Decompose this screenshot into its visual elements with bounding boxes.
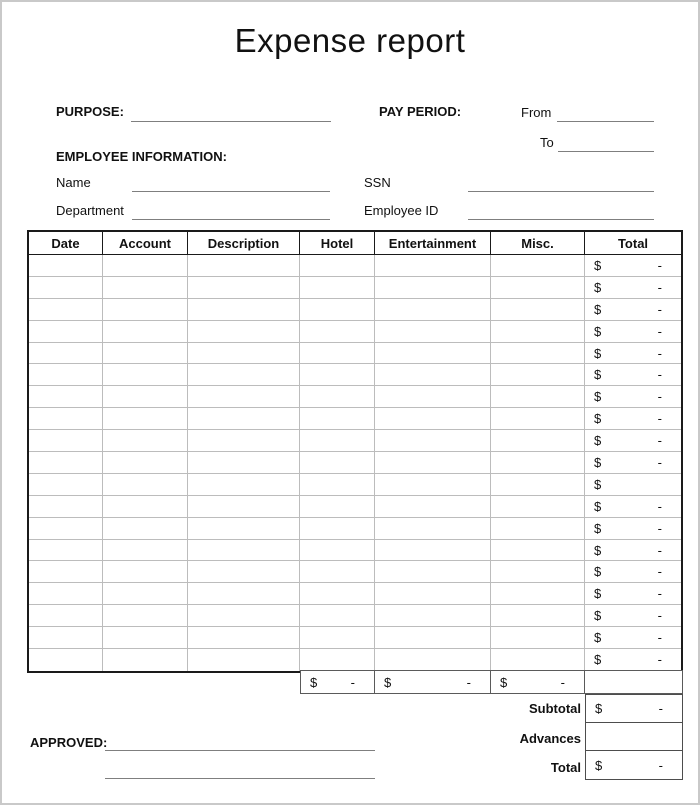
currency-symbol: $ xyxy=(594,520,602,536)
subtotal-cell xyxy=(586,695,682,723)
cell-account[interactable] xyxy=(103,386,188,408)
hotel-total-cell xyxy=(300,670,375,694)
column-header-misc: Misc. xyxy=(491,232,585,255)
table-row xyxy=(29,255,681,277)
department-label: Department xyxy=(56,203,124,218)
cell-total[interactable] xyxy=(585,605,681,627)
cell-entertainment[interactable] xyxy=(375,540,491,562)
expense-table xyxy=(27,230,683,673)
row-total-value: - xyxy=(657,279,662,295)
cell-entertainment[interactable] xyxy=(375,452,491,474)
table-row xyxy=(29,430,681,452)
cell-account[interactable] xyxy=(103,277,188,299)
department-field[interactable] xyxy=(132,203,330,220)
currency-symbol: $ xyxy=(595,757,603,773)
name-field[interactable] xyxy=(132,175,330,192)
row-total-value: - xyxy=(657,454,662,470)
cell-misc[interactable] xyxy=(491,277,585,299)
cell-description[interactable] xyxy=(188,255,300,277)
cell-date[interactable] xyxy=(29,518,103,540)
cell-account[interactable] xyxy=(103,627,188,649)
cell-total[interactable] xyxy=(585,408,681,430)
cell-entertainment[interactable] xyxy=(375,430,491,452)
row-total-value: - xyxy=(657,630,662,646)
cell-account[interactable] xyxy=(103,518,188,540)
cell-misc[interactable] xyxy=(491,386,585,408)
currency-symbol: $ xyxy=(594,389,602,405)
cell-account[interactable] xyxy=(103,474,188,496)
currency-symbol: $ xyxy=(594,367,602,383)
grand-total-cell xyxy=(586,751,682,779)
cell-date[interactable] xyxy=(29,299,103,321)
cell-date[interactable] xyxy=(29,386,103,408)
cell-hotel[interactable] xyxy=(300,474,375,496)
cell-hotel[interactable] xyxy=(300,605,375,627)
cell-misc[interactable] xyxy=(491,452,585,474)
currency-symbol: $ xyxy=(594,454,602,470)
cell-account[interactable] xyxy=(103,430,188,452)
employee-information-label: EMPLOYEE INFORMATION: xyxy=(56,149,227,164)
cell-hotel[interactable] xyxy=(300,561,375,583)
cell-description[interactable] xyxy=(188,627,300,649)
cell-description[interactable] xyxy=(188,474,300,496)
table-row xyxy=(29,299,681,321)
cell-misc[interactable] xyxy=(491,649,585,671)
cell-entertainment[interactable] xyxy=(375,583,491,605)
cell-date[interactable] xyxy=(29,408,103,430)
currency-symbol: $ xyxy=(594,476,602,492)
currency-symbol: $ xyxy=(594,586,602,602)
cell-total[interactable] xyxy=(585,518,681,540)
row-total-value: - xyxy=(657,564,662,580)
currency-symbol: $ xyxy=(594,630,602,646)
advances-label: Advances xyxy=(519,731,581,746)
column-header-description: Description xyxy=(188,232,300,255)
cell-account[interactable] xyxy=(103,561,188,583)
cell-description[interactable] xyxy=(188,364,300,386)
cell-hotel[interactable] xyxy=(300,364,375,386)
cell-account[interactable] xyxy=(103,408,188,430)
currency-symbol: $ xyxy=(594,652,602,668)
cell-date[interactable] xyxy=(29,321,103,343)
grand-total-value: - xyxy=(658,757,663,773)
cell-total[interactable] xyxy=(585,627,681,649)
cell-misc[interactable] xyxy=(491,321,585,343)
cell-hotel[interactable] xyxy=(300,496,375,518)
cell-misc[interactable] xyxy=(491,540,585,562)
approved-signature-line-2[interactable] xyxy=(105,762,375,779)
cell-description[interactable] xyxy=(188,649,300,671)
cell-entertainment[interactable] xyxy=(375,649,491,671)
cell-total[interactable] xyxy=(585,649,681,671)
row-total-value: - xyxy=(657,586,662,602)
cell-description[interactable] xyxy=(188,321,300,343)
subtotal-label: Subtotal xyxy=(529,701,581,716)
cell-misc[interactable] xyxy=(491,364,585,386)
summary-box xyxy=(585,694,683,780)
cell-entertainment[interactable] xyxy=(375,364,491,386)
cell-total[interactable] xyxy=(585,430,681,452)
ssn-field[interactable] xyxy=(468,175,654,192)
cell-total[interactable] xyxy=(585,452,681,474)
purpose-field[interactable] xyxy=(131,105,331,122)
cell-account[interactable] xyxy=(103,321,188,343)
row-total-value: - xyxy=(657,411,662,427)
cell-account[interactable] xyxy=(103,343,188,365)
entertainment-total-cell xyxy=(375,670,491,694)
cell-total[interactable] xyxy=(585,540,681,562)
cell-entertainment[interactable] xyxy=(375,255,491,277)
table-row xyxy=(29,321,681,343)
cell-total[interactable] xyxy=(585,364,681,386)
cell-account[interactable] xyxy=(103,452,188,474)
cell-entertainment[interactable] xyxy=(375,386,491,408)
cell-misc[interactable] xyxy=(491,474,585,496)
cell-entertainment[interactable] xyxy=(375,343,491,365)
totals-row-empty-cell xyxy=(585,670,683,694)
cell-date[interactable] xyxy=(29,452,103,474)
cell-misc[interactable] xyxy=(491,430,585,452)
total-label: Total xyxy=(550,760,581,775)
table-row xyxy=(29,583,681,605)
cell-entertainment[interactable] xyxy=(375,408,491,430)
column-header-date: Date xyxy=(29,232,103,255)
row-total-value: - xyxy=(657,345,662,361)
cell-account[interactable] xyxy=(103,583,188,605)
cell-account[interactable] xyxy=(103,364,188,386)
table-row xyxy=(29,277,681,299)
cell-entertainment[interactable] xyxy=(375,321,491,343)
employee-id-field[interactable] xyxy=(468,203,654,220)
table-row xyxy=(29,386,681,408)
cell-description[interactable] xyxy=(188,561,300,583)
cell-entertainment[interactable] xyxy=(375,299,491,321)
from-label: From xyxy=(521,105,552,120)
cell-total[interactable] xyxy=(585,343,681,365)
table-row xyxy=(29,408,681,430)
cell-hotel[interactable] xyxy=(300,255,375,277)
currency-symbol: $ xyxy=(594,279,602,295)
cell-description[interactable] xyxy=(188,299,300,321)
cell-total[interactable] xyxy=(585,561,681,583)
currency-symbol: $ xyxy=(310,674,318,690)
row-total-value: - xyxy=(657,520,662,536)
cell-date[interactable] xyxy=(29,605,103,627)
currency-symbol: $ xyxy=(384,674,392,690)
cell-description[interactable] xyxy=(188,583,300,605)
misc-total-value: - xyxy=(560,674,565,690)
cell-total[interactable] xyxy=(585,277,681,299)
currency-symbol: $ xyxy=(500,674,508,690)
cell-hotel[interactable] xyxy=(300,343,375,365)
cell-description[interactable] xyxy=(188,343,300,365)
cell-total[interactable] xyxy=(585,474,681,496)
row-total-value: - xyxy=(657,652,662,668)
cell-entertainment[interactable] xyxy=(375,605,491,627)
cell-total[interactable] xyxy=(585,255,681,277)
to-field[interactable] xyxy=(558,135,654,152)
currency-symbol: $ xyxy=(594,257,602,273)
cell-hotel[interactable] xyxy=(300,627,375,649)
column-header-total: Total xyxy=(585,232,681,255)
cell-description[interactable] xyxy=(188,452,300,474)
row-total-value: - xyxy=(657,389,662,405)
column-header-entertainment: Entertainment xyxy=(375,232,491,255)
to-label: To xyxy=(540,135,554,150)
cell-description[interactable] xyxy=(188,386,300,408)
cell-hotel[interactable] xyxy=(300,386,375,408)
cell-misc[interactable] xyxy=(491,255,585,277)
currency-symbol: $ xyxy=(594,345,602,361)
cell-date[interactable] xyxy=(29,277,103,299)
cell-total[interactable] xyxy=(585,321,681,343)
cell-total[interactable] xyxy=(585,496,681,518)
cell-date[interactable] xyxy=(29,649,103,671)
cell-description[interactable] xyxy=(188,540,300,562)
table-row xyxy=(29,605,681,627)
cell-entertainment[interactable] xyxy=(375,561,491,583)
cell-date[interactable] xyxy=(29,583,103,605)
cell-hotel[interactable] xyxy=(300,452,375,474)
advances-cell[interactable] xyxy=(586,723,682,751)
cell-hotel[interactable] xyxy=(300,299,375,321)
row-total-value: - xyxy=(657,323,662,339)
cell-account[interactable] xyxy=(103,540,188,562)
table-row xyxy=(29,518,681,540)
currency-symbol: $ xyxy=(595,701,603,716)
table-row xyxy=(29,561,681,583)
cell-date[interactable] xyxy=(29,255,103,277)
cell-entertainment[interactable] xyxy=(375,496,491,518)
column-header-account: Account xyxy=(103,232,188,255)
from-field[interactable] xyxy=(557,105,654,122)
currency-symbol: $ xyxy=(594,433,602,449)
approved-signature-line[interactable] xyxy=(105,734,375,751)
currency-symbol: $ xyxy=(594,542,602,558)
cell-misc[interactable] xyxy=(491,408,585,430)
row-total-value: - xyxy=(657,542,662,558)
cell-entertainment[interactable] xyxy=(375,474,491,496)
column-totals-row xyxy=(300,670,683,694)
pay-period-label: PAY PERIOD: xyxy=(379,104,462,119)
cell-date[interactable] xyxy=(29,496,103,518)
row-total-value: - xyxy=(657,608,662,624)
cell-date[interactable] xyxy=(29,343,103,365)
cell-hotel[interactable] xyxy=(300,518,375,540)
cell-date[interactable] xyxy=(29,627,103,649)
cell-misc[interactable] xyxy=(491,343,585,365)
hotel-total-value: - xyxy=(350,674,355,690)
cell-hotel[interactable] xyxy=(300,583,375,605)
expense-table-body xyxy=(29,255,681,671)
table-row xyxy=(29,627,681,649)
cell-account[interactable] xyxy=(103,255,188,277)
cell-hotel[interactable] xyxy=(300,408,375,430)
cell-total[interactable] xyxy=(585,386,681,408)
currency-symbol: $ xyxy=(594,564,602,580)
cell-hotel[interactable] xyxy=(300,540,375,562)
cell-total[interactable] xyxy=(585,299,681,321)
cell-misc[interactable] xyxy=(491,496,585,518)
purpose-label: PURPOSE: xyxy=(56,104,124,119)
table-row xyxy=(29,452,681,474)
cell-misc[interactable] xyxy=(491,605,585,627)
row-total-value: - xyxy=(657,257,662,273)
cell-description[interactable] xyxy=(188,605,300,627)
cell-description[interactable] xyxy=(188,408,300,430)
currency-symbol: $ xyxy=(594,411,602,427)
cell-misc[interactable] xyxy=(491,561,585,583)
misc-total-cell xyxy=(491,670,585,694)
cell-date[interactable] xyxy=(29,430,103,452)
expense-table-header xyxy=(29,232,681,255)
cell-hotel[interactable] xyxy=(300,321,375,343)
row-total-value: - xyxy=(657,367,662,383)
cell-account[interactable] xyxy=(103,605,188,627)
cell-date[interactable] xyxy=(29,364,103,386)
row-total-value: - xyxy=(657,498,662,514)
approved-label: APPROVED: xyxy=(30,735,108,750)
currency-symbol: $ xyxy=(594,301,602,317)
entertainment-total-value: - xyxy=(466,674,471,690)
currency-symbol: $ xyxy=(594,498,602,514)
table-row xyxy=(29,540,681,562)
cell-entertainment[interactable] xyxy=(375,277,491,299)
ssn-label: SSN xyxy=(364,175,391,190)
cell-date[interactable] xyxy=(29,561,103,583)
cell-misc[interactable] xyxy=(491,583,585,605)
table-row xyxy=(29,649,681,671)
cell-hotel[interactable] xyxy=(300,277,375,299)
cell-account[interactable] xyxy=(103,649,188,671)
cell-date[interactable] xyxy=(29,474,103,496)
table-row xyxy=(29,364,681,386)
cell-description[interactable] xyxy=(188,430,300,452)
subtotal-value: - xyxy=(658,701,663,716)
column-header-hotel: Hotel xyxy=(300,232,375,255)
cell-misc[interactable] xyxy=(491,627,585,649)
cell-account[interactable] xyxy=(103,299,188,321)
page-title: Expense report xyxy=(234,22,466,59)
cell-entertainment[interactable] xyxy=(375,518,491,540)
cell-description[interactable] xyxy=(188,277,300,299)
cell-entertainment[interactable] xyxy=(375,627,491,649)
row-total-value: - xyxy=(657,301,662,317)
cell-account[interactable] xyxy=(103,496,188,518)
table-row xyxy=(29,474,681,496)
cell-total[interactable] xyxy=(585,583,681,605)
row-total-value: - xyxy=(657,433,662,449)
currency-symbol: $ xyxy=(594,608,602,624)
name-label: Name xyxy=(56,175,91,190)
currency-symbol: $ xyxy=(594,323,602,339)
cell-misc[interactable] xyxy=(491,518,585,540)
table-row xyxy=(29,343,681,365)
employee-id-label: Employee ID xyxy=(364,203,439,218)
cell-hotel[interactable] xyxy=(300,430,375,452)
cell-misc[interactable] xyxy=(491,299,585,321)
cell-hotel[interactable] xyxy=(300,649,375,671)
cell-date[interactable] xyxy=(29,540,103,562)
cell-description[interactable] xyxy=(188,496,300,518)
table-row xyxy=(29,496,681,518)
cell-description[interactable] xyxy=(188,518,300,540)
